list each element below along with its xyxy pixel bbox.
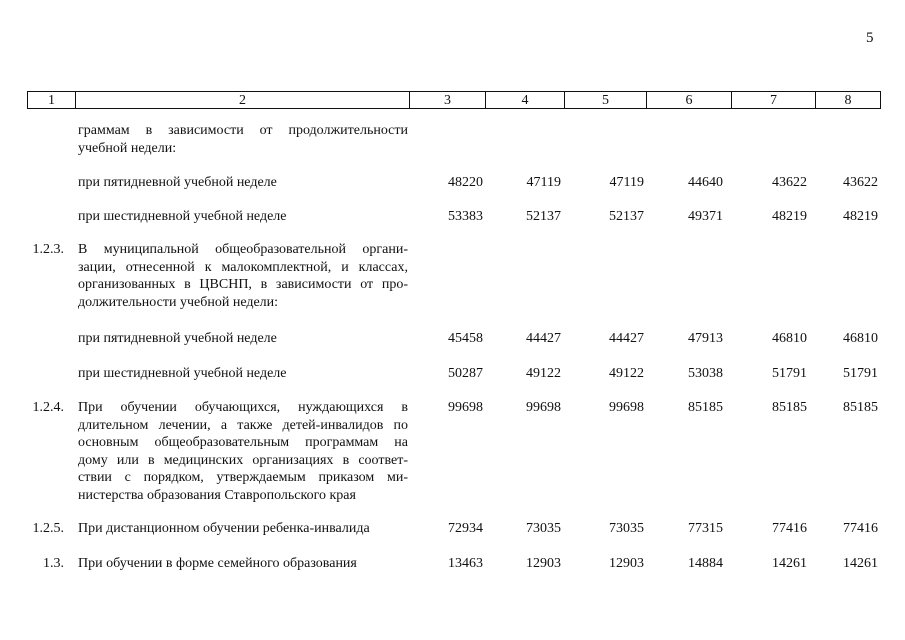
row-description-line: учебной недели: xyxy=(78,140,177,156)
column-header-7: 7 xyxy=(732,92,816,109)
row-description-line: В муниципальной общеобразовательной органи- xyxy=(78,242,408,257)
row-value-col8: 46810 xyxy=(843,331,878,346)
row-value-col7: 51791 xyxy=(772,366,807,381)
row-description-line: При обучении в форме семейного образования xyxy=(78,556,357,571)
row-value-col4: 52137 xyxy=(526,209,561,224)
row-value-col6: 53038 xyxy=(688,366,723,381)
row-value-col7: 77416 xyxy=(772,521,807,536)
row-number: 1.2.5. xyxy=(32,521,64,536)
row-description-line: основным общеобразовательным программам на xyxy=(78,435,408,450)
row-description xyxy=(78,208,408,226)
row-value-col5: 12903 xyxy=(609,556,644,571)
row-value-col6: 14884 xyxy=(688,556,723,571)
row-value-col8: 85185 xyxy=(843,400,878,415)
row-value-col5: 49122 xyxy=(609,366,644,381)
row-description-line: организованных в ЦВСНП, в зависимости от про- xyxy=(78,277,408,292)
row-value-col5: 44427 xyxy=(609,331,644,346)
row-value-col7: 85185 xyxy=(772,400,807,415)
row-description-line: нистерства образования Ставропольского края xyxy=(78,487,356,503)
row-value-col3: 48220 xyxy=(448,175,483,190)
row-value-col7: 46810 xyxy=(772,331,807,346)
row-value-col3: 72934 xyxy=(448,521,483,536)
row-description xyxy=(78,399,408,504)
row-description xyxy=(78,174,408,192)
row-value-col8: 14261 xyxy=(843,556,878,571)
row-value-col4: 99698 xyxy=(526,400,561,415)
row-description-line: длительном лечении, а также детей-инвалидов по xyxy=(78,417,408,433)
row-value-col4: 12903 xyxy=(526,556,561,571)
row-value-col3: 53383 xyxy=(448,209,483,224)
row-value-col4: 73035 xyxy=(526,521,561,536)
row-value-col8: 48219 xyxy=(843,209,878,224)
row-value-col7: 48219 xyxy=(772,209,807,224)
column-header-5: 5 xyxy=(565,92,647,109)
row-description-line: при пятидневной учебной неделе xyxy=(78,175,277,190)
column-header-2: 2 xyxy=(76,92,410,109)
row-value-col3: 50287 xyxy=(448,366,483,381)
column-header-8: 8 xyxy=(816,92,881,109)
row-description-line: дому или в медицинских организациях в соответ- xyxy=(78,452,408,468)
row-description-line: При обучении обучающихся, нуждающихся в xyxy=(78,400,408,415)
row-value-col7: 43622 xyxy=(772,175,807,190)
row-value-col6: 44640 xyxy=(688,175,723,190)
row-description-line: При дистанционном обучении ребенка-инвалида xyxy=(78,521,370,536)
row-description-line: при шестидневной учебной неделе xyxy=(78,366,287,381)
row-description xyxy=(78,555,408,573)
column-header-6: 6 xyxy=(647,92,732,109)
column-header-4: 4 xyxy=(486,92,565,109)
row-value-col5: 47119 xyxy=(609,175,644,190)
row-value-col3: 99698 xyxy=(448,400,483,415)
row-value-col4: 49122 xyxy=(526,366,561,381)
row-description-line: при шестидневной учебной неделе xyxy=(78,209,287,224)
row-description-line: должительности учебной недели: xyxy=(78,294,279,310)
row-description-line: при пятидневной учебной неделе xyxy=(78,331,277,346)
row-value-col6: 49371 xyxy=(688,209,723,224)
row-description xyxy=(78,241,408,311)
column-header-3: 3 xyxy=(410,92,486,109)
row-value-col8: 77416 xyxy=(843,521,878,536)
row-value-col8: 43622 xyxy=(843,175,878,190)
row-description xyxy=(78,330,408,348)
page-number: 5 xyxy=(866,30,874,46)
row-value-col6: 85185 xyxy=(688,400,723,415)
row-value-col4: 47119 xyxy=(526,175,561,190)
row-description-line: граммам в зависимости от продолжительности xyxy=(78,123,408,138)
row-number: 1.2.3. xyxy=(32,242,64,257)
row-description xyxy=(78,365,408,383)
row-description-line: ствии с порядком, утверждаемым приказом ми- xyxy=(78,470,408,485)
row-value-col5: 99698 xyxy=(609,400,644,415)
row-value-col5: 52137 xyxy=(609,209,644,224)
row-value-col3: 13463 xyxy=(448,556,483,571)
row-number: 1.2.4. xyxy=(32,400,64,415)
row-value-col8: 51791 xyxy=(843,366,878,381)
column-header-1: 1 xyxy=(28,92,76,109)
row-number: 1.3. xyxy=(43,556,64,571)
row-description xyxy=(78,520,408,538)
row-value-col3: 45458 xyxy=(448,331,483,346)
row-value-col5: 73035 xyxy=(609,521,644,536)
row-description-line: зации, отнесенной к малокомплектной, и классах, xyxy=(78,259,408,275)
row-value-col4: 44427 xyxy=(526,331,561,346)
row-value-col7: 14261 xyxy=(772,556,807,571)
row-value-col6: 47913 xyxy=(688,331,723,346)
row-value-col6: 77315 xyxy=(688,521,723,536)
row-description xyxy=(78,122,408,157)
